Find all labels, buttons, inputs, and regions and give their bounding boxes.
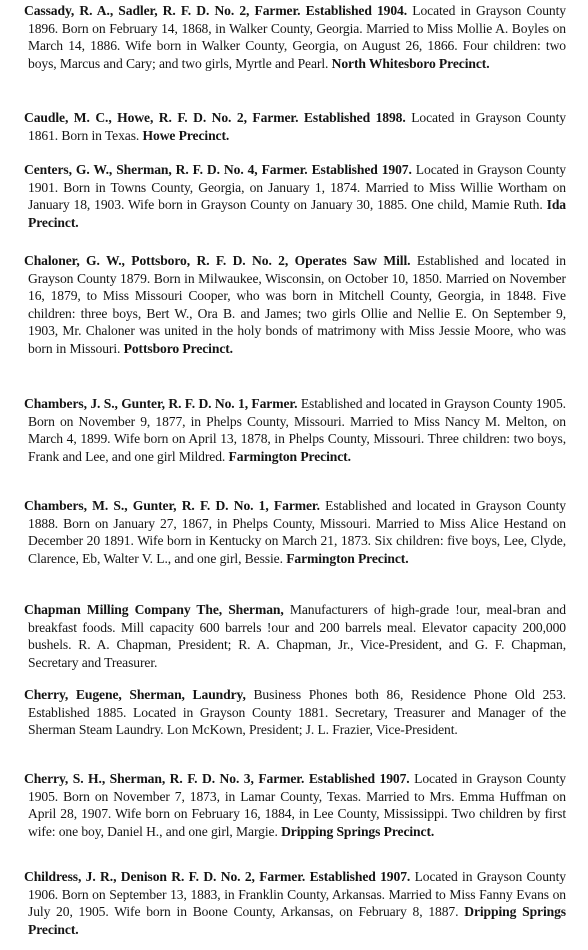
entry-heading: Chambers, J. S., Gunter, R. F. D. No. 1, Farmer. [24, 396, 298, 411]
entry-precinct: Farmington Precinct. [228, 448, 351, 464]
entry-caudle [24, 109, 566, 144]
entry-body: Located in Grayson County 1906. Born on September 13, 1883, in Franklin County, Arkansas. Married to Miss Fanny Evans on July 20, 1905. Wife born in Boone County, Arkansas, on February 8, 1887. [28, 869, 566, 920]
entry-chaloner [24, 252, 566, 358]
entry-precinct: Farmington Precinct. [286, 550, 409, 566]
entry-heading: Cherry, S. H., Sherman, R. F. D. No. 3, Farmer. [24, 771, 305, 786]
entry-heading: Centers, G. W., Sherman, R. F. D. No. 4, Farmer. [24, 162, 308, 177]
entry-centers [24, 161, 566, 231]
entry-chambers-js [24, 395, 566, 465]
entry-childress [24, 868, 566, 938]
entry-precinct: Dripping Springs Precinct. [281, 823, 435, 839]
entry-heading: Chambers, M. S., Gunter, R. F. D. No. 1, Farmer. [24, 498, 320, 513]
entry-heading: Chaloner, G. W., Pottsboro, R. F. D. No. 2, [24, 253, 289, 268]
entry-body: Established and located in Grayson County 1905. Born on November 9, 1877, in Phelps County, Missouri. Married to Miss Nancy M. Melton, on March 4, 1899. Wife born on April 13, 1878, in Phelps County, Missouri. Three children: two boys, Frank and Lee, and one girl Mildred. [28, 396, 566, 464]
entry-body: Business Phones both 86, Residence Phone Old 253. Established 1885. Located in Grayson County 1881. Secretary, Treasurer and Manager of the Sherman Steam Laundry. Lon McKown, President; J. L. Frazier, Vice-President. [28, 687, 566, 738]
entry-body: Located in Grayson County 1905. Born on November 7, 1873, in Lamar County, Texas. Married to Mrs. Emma Huffman on April 28, 1907. Wife born on February 16, 1884, in Lee County, Mississippi. Two children by first wife: one boy, Daniel H., and one girl, Margie. [28, 771, 566, 839]
entry-cherry-sh [24, 770, 566, 840]
entry-body: Established and located in Grayson County 1888. Born on January 27, 1867, in Phelps County, Missouri. Married to Miss Alice Hestand on December 20 1891. Wife born in Kentucky on March 21, 1873. Six children: five boys, Lee, Clyde, Clarence, Eb, Walter V. L., and one girl, Bessie. [28, 498, 566, 566]
entry-cassady [24, 2, 566, 72]
entry-heading: Chapman Milling Company The, Sherman, [24, 602, 284, 617]
entry-heading: Childress, J. R., Denison R. F. D. No. 2, Farmer. [24, 869, 306, 884]
entry-established: Established 1907. [311, 162, 412, 177]
entry-body: Located in Grayson County 1896. Born on February 14, 1868, in Walker County, Georgia. Married to Miss Mollie A. Boyles on March 14, 1886. Wife born in Walker County, Georgia, on August 26, 1866. Four children: two boys, Marcus and Cary; and two girls, Myrtle and Pearl. [28, 3, 566, 71]
entry-precinct: Howe Precinct. [142, 127, 230, 143]
entry-established: Established 1898. [303, 110, 406, 125]
entry-established: Established 1904. [305, 3, 408, 18]
entry-precinct: Dripping Springs Precinct. [28, 904, 566, 937]
entry-chambers-ms [24, 497, 566, 567]
entry-precinct: Pottsboro Precinct. [123, 340, 233, 356]
entry-heading: Cassady, R. A., Sadler, R. F. D. No. 2, Farmer. [24, 3, 301, 18]
entry-cherry-eugene [24, 686, 566, 739]
entry-body: Located in Grayson County 1901. Born in Towns County, Georgia, on January 1, 1874. Married to Miss Willie Wortham on January 18, 1903. Wife born in Grayson County on January 30, 1885. One child, Mamie Ruth. [28, 162, 566, 213]
entry-heading: Cherry, Eugene, Sherman, Laundry, [24, 687, 246, 702]
entry-precinct: Ida Precinct. [28, 197, 566, 230]
entry-precinct: North Whitesboro Precinct. [331, 55, 490, 71]
entry-body: Manufacturers of high-grade !our, meal-bran and breakfast foods. Mill capacity 600 barrels !our and 200 barrels meal. Elevator capacity 200,000 bushels. R. A. Chapman, President; R. A. Chapman, Jr., Vice-President, and G. F. Chapman, Secretary and Treasurer. [28, 602, 566, 670]
entry-body: Established and located in Grayson County 1879. Born in Milwaukee, Wisconsin, on October 10, 1850. Married on November 16, 1879, to Miss Missouri Cooper, who was born in Mitchell County, Georgia, in 1848. Five children: three boys, Bert W., Ora B. and James; two girls Ollie and Nellie E. On September 9, 1903, Mr. Chaloner was united in the holy bonds of matrimony with Miss Jessie Moore, who was born in Missouri. [28, 253, 566, 356]
entry-established: Established 1907. [309, 869, 411, 884]
entry-occupation: Operates Saw Mill. [294, 253, 411, 268]
entry-heading: Caudle, M. C., Howe, R. F. D. No. 2, Farmer. [24, 110, 299, 125]
entry-chapman-milling [24, 601, 566, 671]
entry-body: Located in Grayson County 1861. Born in Texas. [28, 110, 566, 143]
entry-established: Established 1907. [308, 771, 410, 786]
